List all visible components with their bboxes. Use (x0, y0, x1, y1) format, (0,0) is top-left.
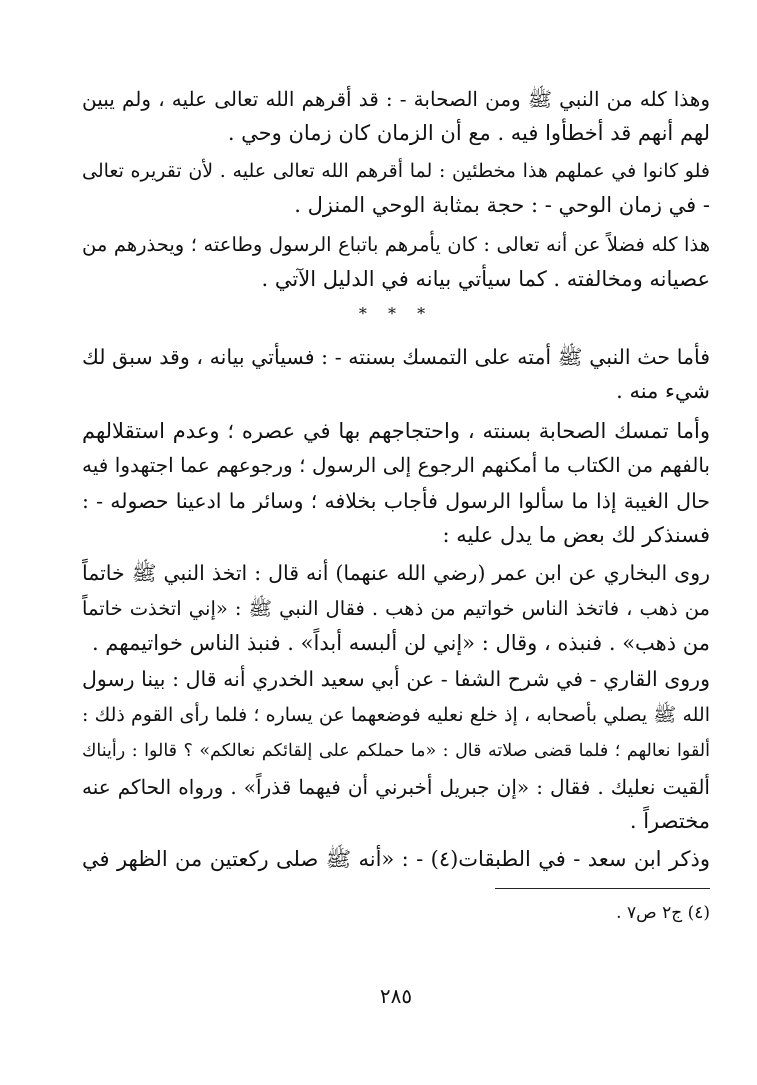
text-line: فسنذكر لك بعض ما يدل عليه : (442, 523, 710, 547)
text-line: مختصراً . (629, 809, 710, 833)
text-line: الله ﷺ يصلي بأصحابه ، إذ خلع نعليه فوضعهما عن يساره ؛ فلما رأى القوم ذلك : (82, 704, 710, 726)
text-line: هذا كله فضلاً عن أنه تعالى : كان يأمرهم باتباع الرسول وطاعته ؛ ويحذرهم من (82, 233, 710, 256)
text-line: وأما تمسك الصحابة بسنته ، واحتجاجهم بها في عصره ؛ وعدم استقلالهم (82, 419, 710, 443)
footnote: (٤) ج٢ ص٧ . (616, 903, 710, 923)
text-line: وذكر ابن سعد - في الطبقات(٤) - : «أنه ﷺ صلى ركعتين من الظهر في (82, 847, 710, 871)
text-line: عصيانه ومخالفته . كما سيأتي بيانه في الدليل الآتي . (261, 267, 710, 291)
text-line: وهذا كله من النبي ﷺ ومن الصحابة - : قد أقرهم الله تعالى عليه ، ولم يبين (82, 87, 710, 111)
text-line: - في زمان الوحي - : حجة بمثابة الوحي المنزل . (294, 193, 710, 217)
page-number: ٢٨٥ (379, 984, 413, 1008)
text-line: لهم أنهم قد أخطأوا فيه . مع أن الزمان كان زمان وحي . (227, 121, 710, 145)
text-line: ألقوا نعالهم ؛ فلما قضى صلاته قال : «ما حملكم على إلقائكم نعالكم» ؟ قالوا : رأيناك (82, 741, 710, 761)
footnote-rule (495, 888, 710, 889)
text-line: وروى القاري - في شرح الشفا - عن أبي سعيد الخدري أنه قال : بينا رسول (82, 667, 710, 691)
text-line: فلو كانوا في عملهم هذا مخطئين : لما أقرهم الله تعالى عليه . لأن تقريره تعالى (82, 160, 710, 182)
text-line: بالفهم من الكتاب ما أمكنهم الرجوع إلى الرسول ؛ ورجوعهم عما اجتهدوا فيه (82, 453, 710, 477)
section-divider: * * * (358, 304, 434, 323)
text-line: ألقيت نعليك . فقال : «إن جبريل أخبرني أن فيهما قذراً» . ورواه الحاكم عنه (82, 775, 710, 799)
text-line: من ذهب» . فنبذه ، وقال : «إني لن ألبسه أبداً» . فنبذ الناس خواتيمهم . (91, 631, 710, 655)
text-line: فأما حث النبي ﷺ أمته على التمسك بسنته - : فسيأتي بيانه ، وقد سبق لك (82, 345, 710, 369)
document-page (82, 72, 710, 1022)
text-line: من ذهب ، فاتخذ الناس خواتيم من ذهب . فقال النبي ﷺ : «إني اتخذت خاتماً (82, 597, 710, 620)
text-line: حال الغيبة إذا ما سألوا الرسول فأجاب بخلافه ؛ وسائر ما ادعينا حصوله - : (82, 489, 710, 513)
text-line: روى البخاري عن ابن عمر (رضي الله عنهما) أنه قال : اتخذ النبي ﷺ خاتماً (82, 561, 710, 585)
text-line: شيء منه . (616, 379, 710, 403)
